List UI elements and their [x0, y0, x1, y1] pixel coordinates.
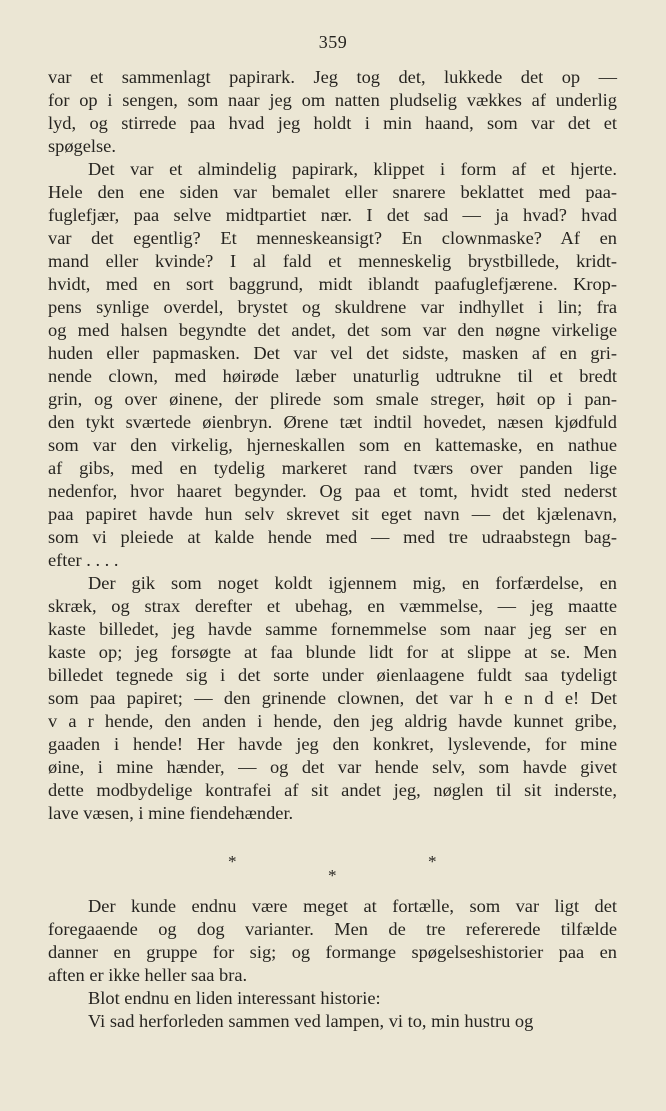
text-line: huden eller papmasken. Det var vel det sidste, masken af en gri- — [48, 343, 617, 363]
text-line: paa papiret havde hun selv skrevet sit eget navn — det kjælenavn, — [48, 504, 617, 524]
text-line: Vi sad herforleden sammen ved lampen, vi to, min hustru og — [88, 1011, 534, 1031]
text-line: danner en gruppe for sig; og formange spøgelseshistorier paa en — [48, 942, 617, 962]
text-line: dette modbydelige kontrafei af sit andet jeg, nøglen til sit inderste, — [48, 780, 617, 800]
text-line: hvidt, med en sort baggrund, midt iblandt paafuglefjærene. Krop- — [48, 274, 617, 294]
text-line: Der gik som noget koldt igjennem mig, en forfærdelse, en — [88, 573, 617, 593]
text-line: billedet tegnede sig i det sorte under øienlaagene fuldt saa tydeligt — [48, 665, 617, 685]
text-line: kaste billedet, jeg havde samme fornemmelse som naar jeg ser en — [48, 619, 617, 639]
text-line: spøgelse. — [48, 136, 116, 156]
text-line: mand eller kvinde? I al fald et menneskelig brystbillede, kridt- — [48, 251, 617, 271]
text-block-bottom — [48, 895, 617, 1033]
text-line: Blot endnu en liden interessant historie: — [88, 988, 381, 1008]
text-line: nedenfor, hvor haaret begynder. Og paa et tomt, hvidt sted nederst — [48, 481, 617, 501]
text-line: som paa papiret; — den grinende clownen, det var h e n d e! Det — [48, 688, 617, 708]
divider-asterisk: * — [428, 852, 437, 871]
paragraph — [48, 572, 617, 825]
text-line: kaste op; jeg forsøgte at faa blunde lidt for at slippe at se. Men — [48, 642, 617, 662]
paragraph — [48, 1010, 617, 1033]
text-line: øine, i mine hænder, — og det var hende selv, som havde givet — [48, 757, 617, 777]
text-line: var det egentlig? Et menneskeansigt? En clownmaske? Af en — [48, 228, 617, 248]
divider-asterisk: * — [328, 866, 337, 885]
text-line: og med halsen begyndte det andet, det som var den nøgne virkelige — [48, 320, 617, 340]
text-block-top — [48, 66, 617, 825]
text-line: lave væsen, i mine fiendehænder. — [48, 803, 294, 823]
text-line: foregaaende og dog varianter. Men de tre refererede tilfælde — [48, 919, 617, 939]
text-line: af gibs, med en tydelig markeret rand tværs over panden lige — [48, 458, 617, 478]
text-line: nende clown, med høirøde læber unaturlig udtrukne til et bredt — [48, 366, 617, 386]
text-line: fuglefjær, paa selve midtpartiet nær. I det sad — ja hvad? hvad — [48, 205, 617, 225]
page-number: 359 — [318, 32, 348, 52]
text-line: lyd, og stirrede paa hvad jeg holdt i min haand, som var det et — [48, 113, 617, 133]
text-line: grin, og over øinene, der plirede som smale streger, høit op i pan- — [48, 389, 617, 409]
text-line: var et sammenlagt papirark. Jeg tog det, lukkede det op — — [48, 67, 617, 87]
text-line: gaaden i hende! Her havde jeg den konkret, lyslevende, for mine — [48, 734, 617, 754]
paragraph — [48, 895, 617, 987]
text-line: efter . . . . — [48, 550, 119, 570]
text-line: som vi pleiede at kalde hende med — med tre udraabstegn bag- — [48, 527, 617, 547]
text-line: pens synlige overdel, brystet og skuldrene var indhyllet i lin; fra — [48, 297, 617, 317]
paragraph — [48, 158, 617, 572]
text-line: som var den virkelig, hjerneskallen som en kattemaske, en nathue — [48, 435, 617, 455]
section-divider — [0, 852, 666, 892]
divider-asterisk: * — [228, 852, 237, 871]
text-line: Der kunde endnu være meget at fortælle, som var ligt det — [88, 896, 617, 916]
text-line: v a r hende, den anden i hende, den jeg aldrig havde kunnet gribe, — [48, 711, 617, 731]
text-line: aften er ikke heller saa bra. — [48, 965, 248, 985]
text-line: Det var et almindelig papirark, klippet i form af et hjerte. — [88, 159, 617, 179]
text-line: Hele den ene siden var bemalet eller snarere beklattet med paa- — [48, 182, 617, 202]
paragraph — [48, 66, 617, 158]
text-line: for op i sengen, som naar jeg om natten pludselig vækkes af underlig — [48, 90, 617, 110]
paragraph — [48, 987, 617, 1010]
text-line: skræk, og strax derefter et ubehag, en væmmelse, — jeg maatte — [48, 596, 617, 616]
text-line: den tykt sværtede øienbryn. Ørene tæt indtil hovedet, næsen kjødfuld — [48, 412, 617, 432]
